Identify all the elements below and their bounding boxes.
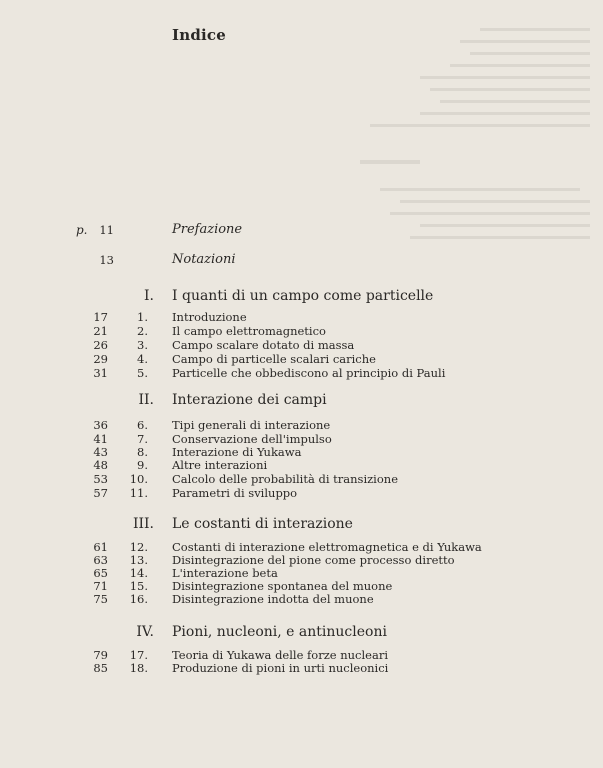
section-title: Teoria di Yukawa delle forze nucleari (172, 648, 389, 662)
section-number: 15. (129, 579, 148, 593)
section-page-number: 36 (93, 418, 108, 432)
section-number: 4. (137, 352, 148, 366)
section-number: 8. (137, 445, 148, 459)
section-title: Campo scalare dotato di massa (172, 338, 355, 352)
section-number: 9. (137, 458, 148, 472)
section-title: Introduzione (172, 310, 247, 324)
section-page-number: 65 (93, 566, 108, 580)
section-number: 3. (137, 338, 148, 352)
section-number: 13. (129, 553, 148, 567)
section-number: 11. (129, 486, 148, 500)
section-number: 18. (129, 661, 148, 675)
section-title: Calcolo delle probabilità di transizione (172, 472, 398, 486)
chapter-numeral: II. (138, 392, 154, 408)
section-page-number: 31 (93, 366, 108, 380)
section-title: Costanti di interazione elettromagnetica e di Yukawa (172, 540, 482, 554)
section-page-number: 79 (93, 648, 108, 662)
page-prefix: p. (76, 223, 88, 237)
section-number: 12. (129, 540, 148, 554)
front-matter-title: Prefazione (172, 222, 243, 237)
chapter-numeral: I. (144, 288, 154, 304)
section-number: 7. (137, 432, 148, 446)
section-title: Tipi generali di interazione (172, 418, 331, 432)
section-title: Altre interazioni (172, 458, 268, 472)
chapter-numeral: IV. (136, 624, 154, 640)
section-page-number: 61 (93, 540, 108, 554)
section-title: Conservazione dell'impulso (172, 432, 332, 446)
chapter-title: Interazione dei campi (172, 392, 327, 408)
section-number: 16. (129, 592, 148, 606)
chapter-numeral: III. (132, 516, 154, 532)
section-page-number: 29 (93, 352, 108, 366)
section-page-number: 17 (93, 310, 108, 324)
section-number: 1. (137, 310, 148, 324)
section-page-number: 41 (93, 432, 108, 446)
section-number: 10. (129, 472, 148, 486)
section-title: Particelle che obbediscono al principio di Pauli (172, 366, 446, 380)
section-title: Campo di particelle scalari cariche (172, 352, 376, 366)
section-number: 5. (137, 366, 148, 380)
section-title: Produzione di pioni in urti nucleonici (172, 661, 389, 675)
section-title: L'interazione beta (172, 566, 278, 580)
chapter-title: I quanti di un campo come particelle (172, 288, 434, 304)
section-number: 17. (129, 648, 148, 662)
section-title: Disintegrazione spontanea del muone (172, 579, 393, 593)
index-title: Indice (172, 26, 226, 44)
section-page-number: 75 (93, 592, 108, 606)
section-page-number: 48 (93, 458, 108, 472)
section-page-number: 21 (93, 324, 108, 338)
section-number: 14. (129, 566, 148, 580)
show-through-texture (360, 20, 603, 260)
section-page-number: 57 (93, 486, 108, 500)
section-title: Parametri di sviluppo (172, 486, 298, 500)
section-title: Disintegrazione indotta del muone (172, 592, 374, 606)
chapter-title: Pioni, nucleoni, e antinucleoni (172, 624, 387, 640)
front-page-number: 13 (99, 253, 114, 267)
section-page-number: 63 (93, 553, 108, 567)
section-number: 2. (137, 324, 148, 338)
section-page-number: 85 (93, 661, 108, 675)
section-title: Il campo elettromagnetico (172, 324, 326, 338)
section-page-number: 71 (93, 579, 108, 593)
section-page-number: 53 (93, 472, 108, 486)
front-matter-title: Notazioni (172, 252, 236, 267)
section-page-number: 26 (93, 338, 108, 352)
section-number: 6. (137, 418, 148, 432)
front-page-number: 11 (99, 223, 114, 237)
chapter-title: Le costanti di interazione (172, 516, 353, 532)
section-page-number: 43 (93, 445, 108, 459)
section-title: Disintegrazione del pione come processo diretto (172, 553, 455, 567)
section-title: Interazione di Yukawa (172, 445, 302, 459)
